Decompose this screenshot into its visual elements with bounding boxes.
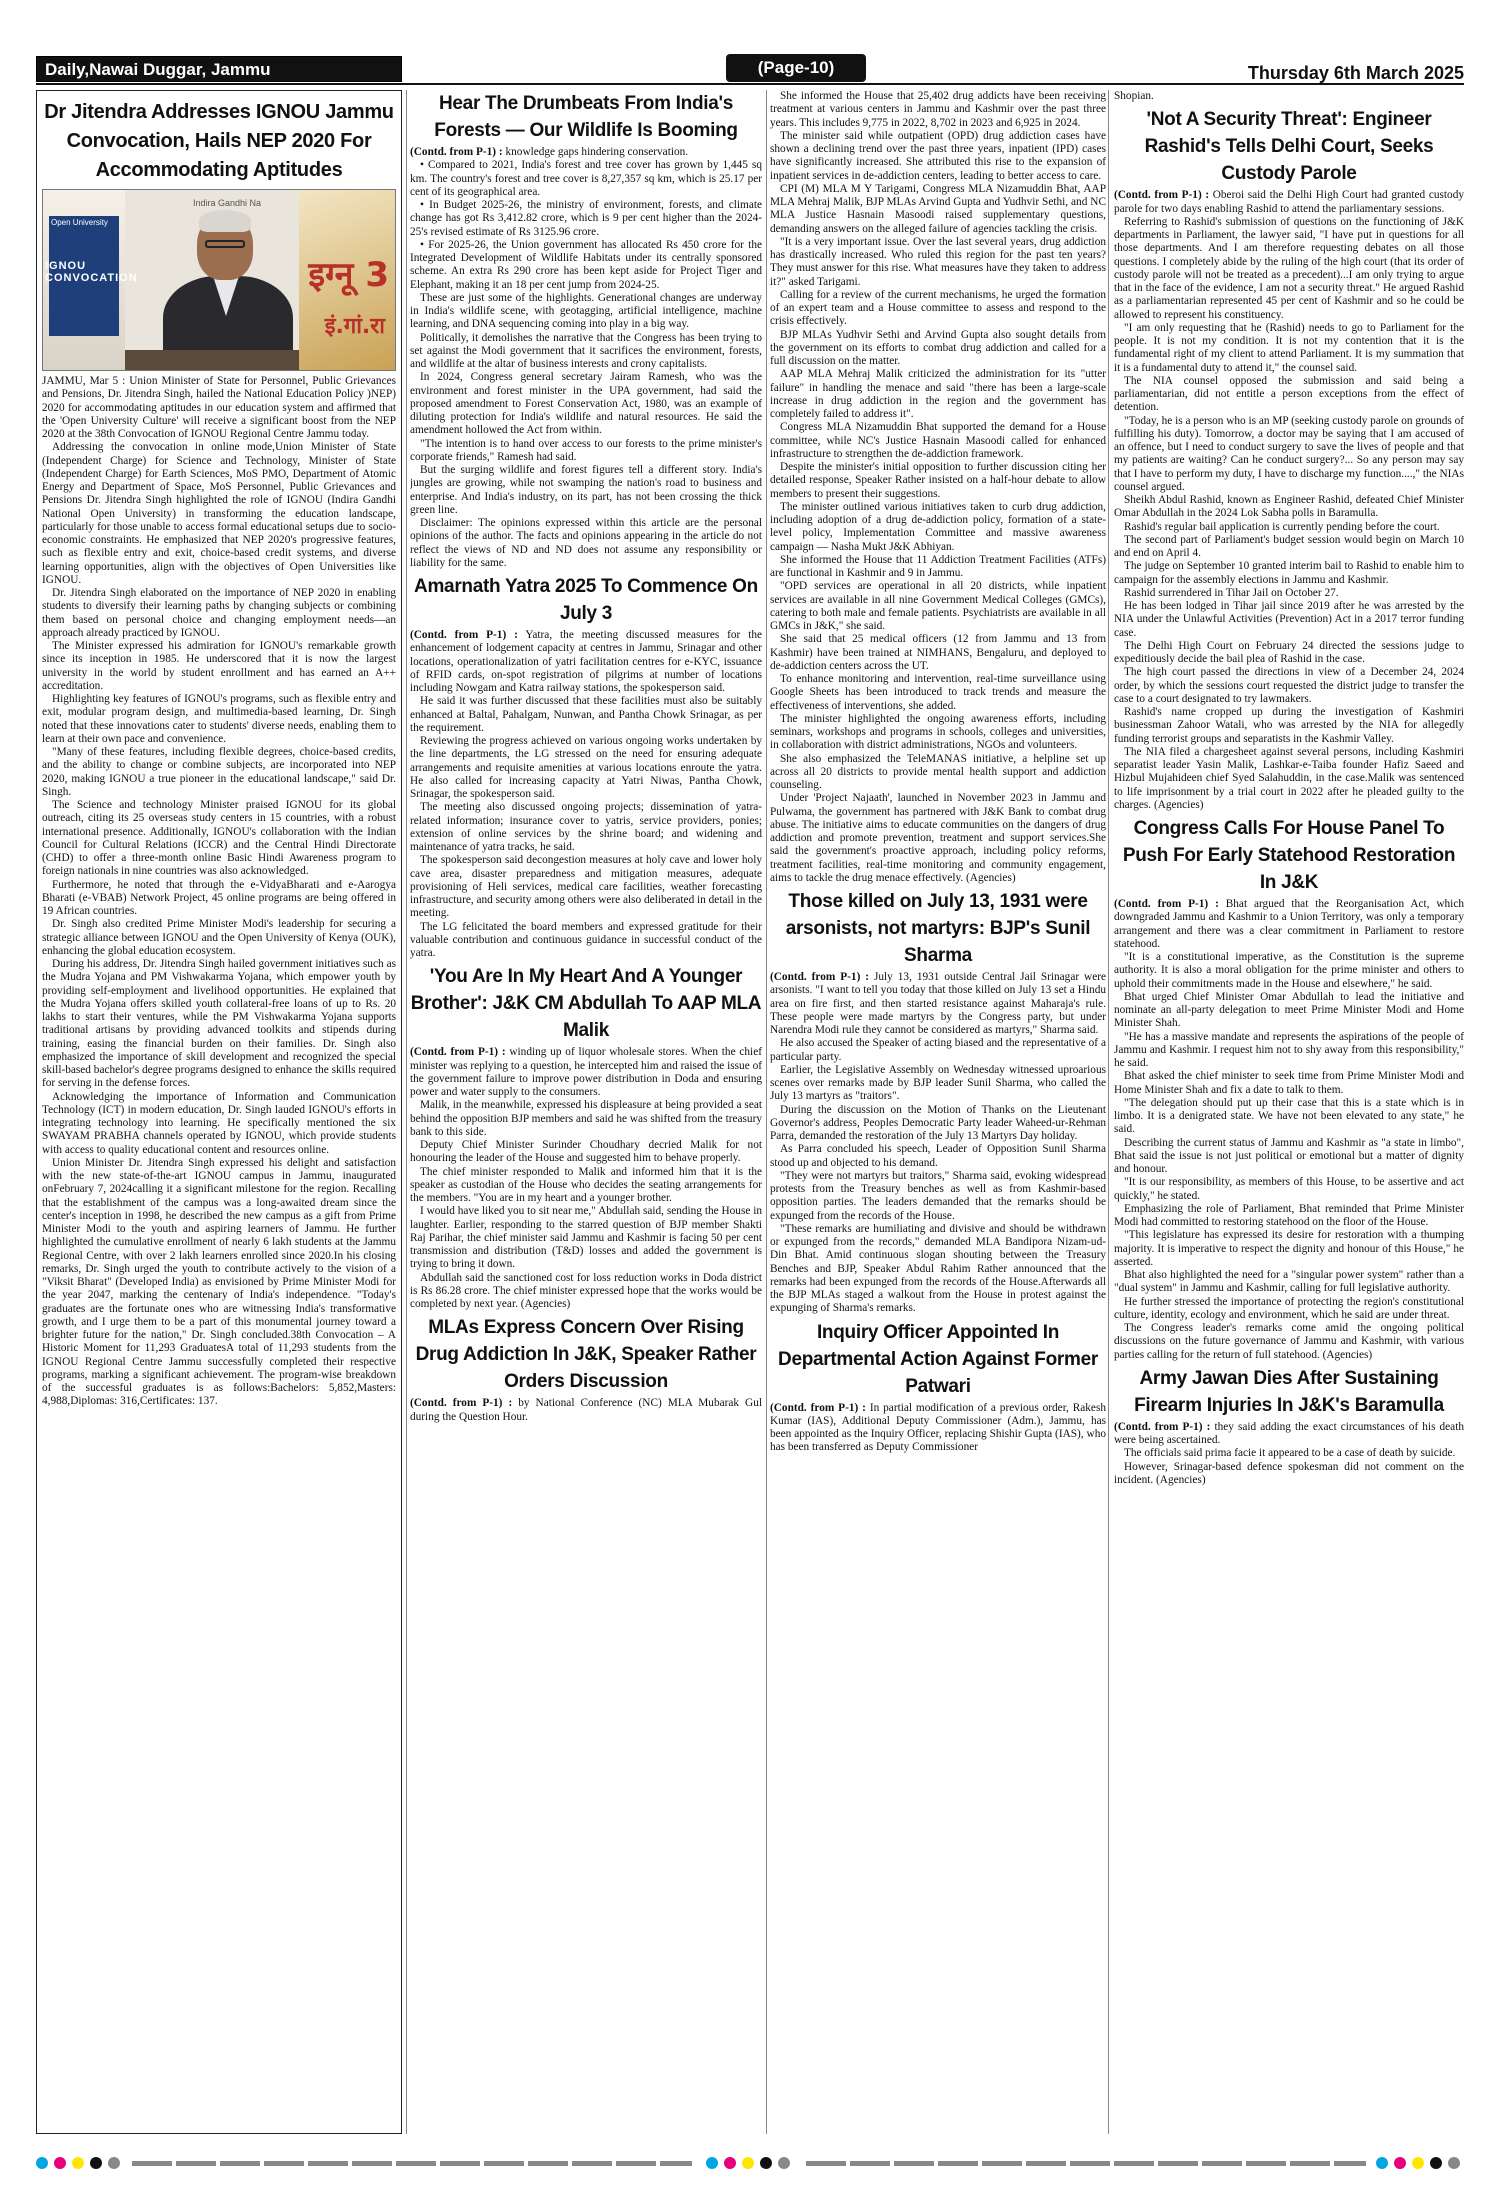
article-amarnath: [410, 573, 762, 960]
paragraph: Bhat urged Chief Minister Omar Abdullah to lead the initiative and nominate an all-party delegation to meet Prime Minister Modi and Home Minister Shah.: [1114, 990, 1464, 1030]
top-rule: [36, 83, 1464, 85]
photo-backdrop-right: [299, 190, 395, 370]
paragraph-lead: July 13, 1931 outside Central Jail Srinagar were arsonists. "I want to tell you today that those killed on July 13 set a Hindu area on fire first, and then started resistance against Maharaja's rule. These people were made martyrs by the Congress party, but under Narendra Modi rule they cannot be considered as martyrs," Sharma said.: [770, 971, 1106, 1036]
contd-label: (Contd. from P-1) :: [410, 1046, 506, 1059]
paragraph: "The intention is to hand over access to our forests to the prime minister's corporate friends," Ramesh had said.: [410, 437, 762, 463]
paragraph: During his address, Dr. Jitendra Singh hailed government initiatives such as the Mudra Yojana and PM Vishwakarma Yojana, which empower youth by providing self-employment and livelihood opportunities. He explained that the Mudra Yojana offers skilled youth collateral-free loans of up to Rs. 20 lakhs to start their ventures, while the PM Vishwakarma Yojana supports traditional artisans by providing advanced toolkits and stipends during training, easing the financial burden on their families. Dr. Singh also emphasized the importance of skill development and recognized the special skill-based bachelor's degree programs designed to enhance the skills required for serving in the defense forces.: [42, 958, 396, 1090]
article-drug-addiction: [410, 1314, 762, 1424]
paragraph: BJP MLAs Yudhvir Sethi and Arvind Gupta also sought details from the government on its efforts to combat drug addiction and called for a full discussion on the matter.: [770, 328, 1106, 367]
paragraph: The meeting also discussed ongoing projects; dissemination of yatra-related information; insurance cover to yatris, service providers, ponies; extension of online services by the shrine board; and widening and maintenance of yatra tracks, he said.: [410, 801, 762, 853]
paragraph: The second part of Parliament's budget session would begin on March 10 and end on April 4.: [1114, 533, 1464, 559]
registration-dot: [724, 2157, 736, 2169]
paragraph: Calling for a review of the current mechanisms, he urged the formation of an expert team and a House committee to assess and respond to the crisis effectively.: [770, 288, 1106, 328]
column-divider: [406, 90, 407, 2134]
paragraph: The judge on September 10 granted interim bail to Rashid to enable him to campaign for the assembly elections in Jammu and Kashmir.: [1114, 560, 1464, 586]
paragraph: "OPD services are operational in all 20 districts, while inpatient services are available in all nine Government Medical Colleges (GMCs), catering to both male and female patients. Psychiatrists are available in all GMCs in J&K," she said.: [770, 580, 1106, 632]
paragraph: "I am only requesting that he (Rashid) needs to go to Parliament for the people. It is not my condition. It is not my contention that it is the fundamental right of my client to attend Parliament. It is my summation that it is a fundamental duty to attend it," the counsel said.: [1114, 321, 1464, 374]
headline-inquiry-officer: Inquiry Officer Appointed In Departmental Action Against Former Patwari: [778, 1321, 1098, 1397]
paragraph: "It is a very important issue. Over the last several years, drug addiction has drastically increased. Who ruled this region for the past ten years? They must answer for this rise. What measures have they taken to address it?" asked Tarigami.: [770, 235, 1106, 288]
registration-dot: [36, 2157, 48, 2169]
registration-bar: [36, 2152, 1464, 2174]
board-small-text: Open University: [51, 218, 108, 227]
registration-dot: [90, 2157, 102, 2169]
paragraph: "It is a constitutional imperative, as the Constitution is the supreme authority. It is also a moral obligation for the prime minister and others to uphold their commitments made in the House and elsewhere," he said.: [1114, 951, 1464, 990]
article-drug-addiction-cont: [770, 90, 1106, 885]
paragraph: She also emphasized the TeleMANAS initiative, a helpline set up across all 20 districts to provide mental health support and addiction counseling.: [770, 752, 1106, 791]
column-4: [1114, 90, 1464, 2134]
paragraph: These are just some of the highlights. Generational changes are underway in India's wildlife scene, with geotagging, artificial intelligence, machine learning, and DNA sequencing coming into play in a big way.: [410, 291, 762, 331]
color-dots-left: [36, 2157, 120, 2169]
photo-minister: [42, 189, 396, 371]
column-divider: [766, 90, 767, 2134]
paragraph: The Delhi High Court on February 24 directed the sessions judge to expeditiously decide the bail plea of Rashid in the case.: [1114, 639, 1464, 665]
paragraph: She informed the House that 11 Addiction Treatment Facilities (ATFs) are functional in Kashmir and 9 in Jammu.: [770, 553, 1106, 579]
paragraph: Referring to Rashid's submission of questions on the functioning of J&K departments in Parliament, the lawyer said, "I have put in questions for all those departments. And I am therefore requesting debates on all those questions. I completely abide by the ruling of the high court (that its order of custody parole will not be treated as a precedent)...I am only trying to argue that in the face of the evidence, I am not a security threat." He argued Rashid as a parliamentarian represented 45 per cent of Kashmir and so he could be allowed to represent his constituency.: [1114, 215, 1464, 321]
registration-dot: [1394, 2157, 1406, 2169]
person-glasses: [205, 240, 245, 248]
contd-label: (Contd. from P-1) :: [1114, 1420, 1211, 1433]
paragraph: The minister said while outpatient (OPD) drug addiction cases have shown a declining trend over the past three years, inpatient (IPD) cases have significantly increased. She attributed this rise to the expansion of inpatient services in de-addiction centers, leading to better access to care.: [770, 129, 1106, 182]
paragraph: Dr. Jitendra Singh elaborated on the importance of NEP 2020 in enabling students to diversify their learning paths by changing subjects or combining them based on personal choice and changing employment needs—an approach already practiced by IGNOU.: [42, 587, 396, 639]
paragraph: Dr. Singh also credited Prime Minister Modi's leadership for securing a strategic alliance between IGNOU and the Open University of Kenya (OUK), enhancing the global education ecosystem.: [42, 918, 396, 957]
article-wildlife: [410, 90, 762, 570]
paragraph: Congress MLA Nizamuddin Bhat supported the demand for a House committee, while NC's Justice Hasnain Masoodi called for enhanced infrastructure to strengthen the de-addiction framework.: [770, 421, 1106, 460]
paragraph: "The delegation should put up their case that this is a state which is in limbo. It is a denigrated state. We have not been elevated to any state," he said.: [1114, 1096, 1464, 1136]
registration-dot: [1412, 2157, 1424, 2169]
paragraph: Abdullah said the sanctioned cost for loss reduction works in Doda district is Rs 86.28 crore. The chief minister expressed hope that the works would be completed by next year. (Agencies): [410, 1271, 762, 1310]
paragraph: "They were not martyrs but traitors," Sharma said, evoking widespread protests from the Treasury benches as well as from Kashmir-based opposition parties. The leaders demanded that the remarks should be expunged from the records of the House.: [770, 1169, 1106, 1222]
headline-ignou: Dr Jitendra Addresses IGNOU Jammu Convocation, Hails NEP 2020 For Accommodating Aptitudes: [44, 101, 394, 181]
paragraph: • In Budget 2025-26, the ministry of environment, forests, and climate change has got Rs 3,412.82 crore, which is 9 per cent higher than the 2024-25's revised estimate of Rs 3125.96 crore.: [410, 199, 762, 238]
paragraph: The Congress leader's remarks come amid the ongoing political discussions on the future governance of Jammu and Kashmir, with various parties calling for the return of full statehood. (Agencies): [1114, 1322, 1464, 1361]
paragraph: Bhat asked the chief minister to seek time from Prime Minister Modi and Home Minister Shah and fix a date to talk to them.: [1114, 1070, 1464, 1096]
photo-hindi-text-2: इं.गां.रा: [324, 314, 385, 339]
paragraph: He has been lodged in Tihar jail since 2019 after he was arrested by the NIA under the Unlawful Activities (Prevention) Act in a 2017 terror funding case.: [1114, 600, 1464, 639]
issue-date: Thursday 6th March 2025: [1247, 63, 1464, 83]
paragraph-lead: they said adding the exact circumstances of his death were being ascertained.: [1114, 1420, 1464, 1446]
headline-wildlife: Hear The Drumbeats From India's Forests — Our Wildlife Is Booming: [434, 93, 738, 141]
paragraph: "This legislature has expressed its desire for restoration with a thumping majority. It is imperative to respect the dignity and honour of this House," he asserted.: [1114, 1229, 1464, 1268]
registration-dot: [1430, 2157, 1442, 2169]
article-abdullah-malik: [410, 963, 762, 1311]
column-divider: [1108, 90, 1109, 2134]
headline-army-jawan: Army Jawan Dies After Sustaining Firearm Injuries In J&K's Baramulla: [1134, 1367, 1444, 1416]
contd-label: (Contd. from P-1) :: [410, 1397, 513, 1410]
paragraph: During the discussion on the Motion of Thanks on the Lieutenant Governor's address, Peoples Democratic Party leader Waheed-ur-Rehman Parra, demanded the restoration of the July 13 Martyrs Day holiday.: [770, 1103, 1106, 1142]
paragraph: Rashid's regular bail application is currently pending before the court.: [1124, 520, 1440, 533]
paragraph: Rashid's name cropped up during the investigation of Kashmiri businessman Zahoor Watali, who was arrested by the NIA for allegedly funding terrorist groups and separatists in the Kashmir Valley.: [1114, 706, 1464, 745]
paragraph: Despite the minister's initial opposition to further discussion citing her detailed response, Speaker Rather insisted on a half-hour debate to allow members to present their suggestions.: [770, 461, 1106, 500]
board-ignou-text: IGNOU CONVOCATION: [45, 260, 138, 284]
article-ignou-body: [42, 375, 396, 1409]
paragraph: The NIA counsel opposed the submission and said being a parliamentarian, did not entitle a person exceptions from the effect of detention.: [1114, 374, 1464, 414]
page-label: (Page-10): [726, 54, 866, 82]
paragraph-continuation: Shopian.: [1114, 90, 1154, 102]
color-dots-center: [706, 2157, 790, 2169]
headline-amarnath: Amarnath Yatra 2025 To Commence On July 3: [414, 576, 758, 624]
masthead: [0, 0, 1500, 82]
article-rashid: [1114, 106, 1464, 812]
paragraph: JAMMU, Mar 5 : Union Minister of State for Personnel, Public Grievances and Pensions, Dr. Jitendra Singh, hailed the National Education Policy )NEP) 2020 for accommodating aptitudes in our education system and affirmed that the 'Open University Culture' will receive a significant boost from the NEP 2020 at the 38th Convocation of IGNOU Regional Centre Jammu today.: [42, 375, 396, 440]
paragraph: The NIA filed a chargesheet against several persons, including Kashmiri separatist leader Yasin Malik, Lashkar-e-Taiba founder Hafiz Saeed and Hizbul Mujahideen chief Syed Salahuddin, in the case.Malik was sentenced to life imprisonment by a trial court in 2022 after he pleaded guilty to the charges. (Agencies): [1114, 745, 1464, 811]
headline-drug-addiction: MLAs Express Concern Over Rising Drug Addiction In J&K, Speaker Rather Orders Discussion: [415, 1317, 757, 1393]
paragraph: Furthermore, he noted that through the e-VidyaBharati and e-Aarogya Bharati (e-VBAB) Network Project, 45 online programs are being offered in 19 African countries.: [42, 878, 396, 917]
photo-hindi-text: इग्नू 3: [308, 255, 389, 295]
paragraph: Disclaimer: The opinions expressed within this article are the personal opinions of the author. The facts and opinions appearing in the article do not reflect the views of ND and ND does not assume any responsibility or liability for the same.: [410, 517, 762, 569]
paragraph: He further stressed the importance of protecting the region's constitutional culture, identity, ecology and environment, which he said are under threat.: [1114, 1295, 1464, 1321]
paragraph: The high court passed the directions in view of a December 24, 2024 order, by which the sessions court requested the district judge to transfer the case to a court designated to try lawmakers.: [1114, 666, 1464, 705]
registration-dot: [742, 2157, 754, 2169]
paragraph: "These remarks are humiliating and divisive and should be withdrawn or expunged from the records," demanded MLA Bandipora Nizam-ud-Din Bhat. Amid continuous slogan shouting between the Treasury Benches and BJP, Speaker Abdul Rahim Rather announced that the remarks had been expunged from the records of the House.Afterwards all the BJP MLAs staged a walkout from the House in protest against the expunging of Sharma's remarks.: [770, 1222, 1106, 1315]
column-1: [36, 90, 402, 2134]
color-dots-right: [1376, 2157, 1460, 2169]
paragraph: Describing the current status of Jammu and Kashmir as "a state in limbo", Bhat said the issue is not just political or emotional but a matter of dignity and honour.: [1114, 1136, 1464, 1175]
contd-label: (Contd. from P-1) :: [770, 1401, 866, 1414]
paragraph: "Today, he is a person who is an MP (seeking custody parole on grounds of fulfilling his duty). Tomorrow, a doctor may be saying that I am accused of an offence, but I need to conduct surgery to save the lives of people and that my patients are waiting? Can he conduct surgery?... So any person may say that I have to perform my duty, I have to discharge my function....," the NIAs counsel argued.: [1114, 414, 1464, 493]
paragraph-lead: Oberoi said the Delhi High Court had granted custody parole for two days enabling Rashid to attend the parliamentary sessions.: [1114, 189, 1464, 215]
paragraph: In 2024, Congress general secretary Jairam Ramesh, who was the environment and forest minister in the UPA government, had said the proposed amendment to Forest Conservation Act, 1980, was an example of diluting protection for India's wildlife and natural resources. He said the amendment hollowed the Act from within.: [410, 371, 762, 437]
paragraph: CPI (M) MLA M Y Tarigami, Congress MLA Nizamuddin Bhat, AAP MLA Mehraj Malik, BJP MLAs Arvind Gupta and Yudhvir Sethi, and NC MLA Justice Hasnain Masoodi raised supplementary questions, demanding answers on the alleged failure of agencies tackling the crisis.: [770, 182, 1106, 235]
paragraph: The minister outlined various initiatives taken to curb drug addiction, including adoption of a drug de-addiction policy, formation of a state-level policy, Implementation Committee and massive awareness campaign — Nasha Mukt J&K Abhiyan.: [770, 500, 1106, 553]
registration-dot: [778, 2157, 790, 2169]
paragraph: I would have liked you to sit near me," Abdullah said, sending the House in laughter. Earlier, responding to the starred question of BJP member Shakti Raj Parihar, the chief minister said Jammu and Kashmir is facing 50 per cent transmission and distribution (T&D) losses and added the government is trying to bring it down.: [410, 1205, 762, 1271]
paragraph: Politically, it demolishes the narrative that the Congress has been trying to set against the Modi government that it sacrifices the environment, forests, and wildlife at the altar of business interests and crony capitalists.: [410, 331, 762, 370]
registration-dot: [54, 2157, 66, 2169]
headline-rashid: 'Not A Security Threat': Engineer Rashid's Tells Delhi Court, Seeks Custody Parole: [1144, 109, 1434, 185]
article-july13: [770, 888, 1106, 1316]
column-3: [770, 90, 1106, 2134]
paragraph: • Compared to 2021, India's forest and tree cover has grown by 1,445 sq km. The country's forest and tree cover is 8,27,357 sq km, which is 25.17 per cent of its geographical area.: [410, 159, 762, 198]
paragraph: • For 2025-26, the Union government has allocated Rs 450 crore for the Integrated Development of Wildlife Habitats under its centrally sponsored scheme. An extra Rs 290 crore has been kept aside for Project Tiger and Elephant, making it an 18 per cent jump from 2024-25.: [410, 238, 762, 291]
paragraph-lead: by National Conference (NC) MLA Mubarak Gul during the Question Hour.: [410, 1397, 762, 1423]
contd-label: (Contd. from P-1) :: [410, 146, 503, 158]
article-statehood: [1114, 815, 1464, 1362]
person-hair: [199, 210, 251, 232]
paragraph: She said that 25 medical officers (12 from Jammu and 13 from Kashmir) have been trained at NIMHANS, Bengaluru, and deployed to de-addiction centers across the UT.: [770, 633, 1106, 672]
paragraph: Highlighting key features of IGNOU's programs, such as flexible entry and exit, modular program design, and multimedia-based learning, Dr. Singh noted that these innovations cater to students' diverse needs, enabling them to learn at their own pace and convenience.: [42, 693, 396, 745]
paragraph: "He has a massive mandate and represents the aspirations of the people of Jammu and Kashmir. I request him not to shy away from this responsibility," he said.: [1114, 1030, 1464, 1069]
paragraph: As Parra concluded his speech, Leader of Opposition Sunil Sharma stood up and objected to his demand.: [770, 1143, 1106, 1169]
paragraph: AAP MLA Mehraj Malik criticized the administration for its "utter failure" in handling the menace and said "there has been a large-scale increase in drug addiction in the region and the government has completely failed to address it".: [770, 368, 1106, 420]
contd-label: (Contd. from P-1) :: [1114, 898, 1219, 910]
paragraph: The LG felicitated the board members and expressed gratitude for their valuable contribution and continuous guidance in successful conduct of the yatra.: [410, 920, 762, 959]
paragraph: But the surging wildlife and forest figures tell a different story. India's jungles are growing, while not swamping the nation's road to business and enterprise. And India's industry, on its part, has not been crossing the thick green line.: [410, 464, 762, 516]
registration-line: [132, 2161, 692, 2166]
paragraph: Malik, in the meanwhile, expressed his displeasure at being provided a seat behind the opposition BJP members and said he was shifted from the treasury bank to this side.: [410, 1099, 762, 1138]
paragraph: He said it was further discussed that these facilities must also be suitably enhanced at Baltal, Pahalgam, Nunwan, and Pantha Chowk Srinagar, as per the requirement.: [410, 695, 762, 734]
registration-line: [806, 2161, 1366, 2166]
headline-statehood: Congress Calls For House Panel To Push For Early Statehood Restoration In J&K: [1122, 818, 1456, 893]
paragraph: The chief minister responded to Malik and informed him that it is the speaker as custodian of the House who decides the seating arrangements for the members. "You are in my heart and a younger brother.: [410, 1165, 762, 1204]
headline-july13: Those killed on July 13, 1931 were arsonists, not martyrs: BJP's Sunil Sharma: [785, 891, 1091, 966]
paragraph: He also accused the Speaker of acting biased and the representative of a particular party.: [770, 1037, 1106, 1063]
paragraph: Sheikh Abdul Rashid, known as Engineer Rashid, defeated Chief Minister Omar Abdullah in the 2024 Lok Sabha polls in Baramulla.: [1114, 494, 1464, 520]
paragraph: The spokesperson said decongestion measures at holy cave and lower holy cave area, disaster preparedness and mitigation measures, adequate provisioning of Heli services, medical care facilities, weather forecasting infrastructure, and security among others were also deliberated in detail in the meeting.: [410, 854, 762, 920]
article-inquiry-officer: [770, 1319, 1106, 1455]
paragraph-lead: Bhat argued that the Reorganisation Act, which downgraded Jammu and Kashmir to a Union Territory, was only a temporary arrangement and there was a clear commitment in Parliament to restore statehood.: [1114, 898, 1464, 950]
photo-tag-text: Indira Gandhi Na: [193, 198, 262, 208]
paragraph-lead: winding up of liquor wholesale stores. When the chief minister was replying to a question, he intercepted him and raised the issue of the government failure to improve power distribution in Doda and ensuring power and water supply to the consumers.: [410, 1046, 762, 1098]
paragraph: The Science and technology Minister praised IGNOU for its global outreach, citing its 25 overseas study centers in 15 countries, with a robust international presence. Additionally, IGNOU's collaboration with the Indian Council for Cultural Relations (ICCR) and the Central Hindi Directorate (CHD) to offer a three-month online Basic Hindi Awareness program to foreign nationals in nine countries was also acknowledged.: [42, 799, 396, 878]
paragraph: Deputy Chief Minister Surinder Choudhary decried Malik for not honouring the leader of the House and suggested him to behave properly.: [410, 1139, 762, 1165]
paragraph: However, Srinagar-based defence spokesman did not comment on the incident. (Agencies): [1114, 1460, 1464, 1486]
headline-abdullah-malik: 'You Are In My Heart And A Younger Brother': J&K CM Abdullah To AAP MLA Malik: [410, 966, 762, 1042]
column-2: [410, 90, 762, 2134]
contd-label: (Contd. from P-1) :: [770, 971, 870, 983]
paragraph: Union Minister Dr. Jitendra Singh expressed his delight and satisfaction with the new state-of-the-art IGNOU campus in Jammu, inaugurated onFebruary 7, 2024calling it a significant milestone for the region. Recalling that the establishment of the campus was a long-awaited dream since the center's inception in 1998, he described the new campus as a gift from Prime Minister Modi to the youth and aspiring learners of Jammu. He further highlighted the cumulative enrollment of nearly 6 lakh students at the Jammu Regional Centre, with over 2 lakh learners enrolled since 2020.In his closing remarks, Dr. Singh urged the youth to contribute actively to the vision of a "Viksit Bharat" (Developed India) as envisioned by Prime Minister Modi for the year 2047, marking the centenary of India's independence. "Today's graduates are the fortunate ones who are witnessing India's transformative growth, and I urge them to be a part of this monumental journey toward a brighter future for the nation," Dr. Singh concluded.38th Convocation – A Historic Moment for 11,293 GraduatesA total of 11,293 students from the IGNOU Regional Centre Jammu successfully completed their respective programs, marking a significant achievement. The program-wise breakdown of the successful graduates is as follows:Bachelors: 5,852,Masters: 4,988,Diplomas: 316,Certificates: 137.: [42, 1156, 396, 1408]
registration-dot: [760, 2157, 772, 2169]
paragraph: Bhat also highlighted the need for a "singular power system" rather than a "dual system" in Jammu and Kashmir, calling for full legislative authority.: [1114, 1269, 1464, 1295]
paragraph: Under 'Project Najaath', launched in November 2023 in Jammu and Pulwama, the government has partnered with J&K Bank to combat drug abuse. The initiative aims to educate communities on the dangers of drug addiction and promote prevention, treatment and support services.She said the government's proactive approach, including policy reforms, treatment facilities, real-time monitoring and community engagement, aims to tackle the drug menace effectively. (Agencies): [770, 792, 1106, 884]
registration-dot: [706, 2157, 718, 2169]
paragraph: The Minister expressed his admiration for IGNOU's remarkable growth since its inception in 1985. He underscored that it is now the largest university in the world by student enrollment and has earned an A++ accreditation.: [42, 640, 396, 692]
contd-label: (Contd. from P-1) :: [1114, 189, 1210, 202]
contd-label: (Contd. from P-1) :: [410, 629, 518, 641]
photo-backdrop-left: [43, 190, 138, 370]
paragraph: Earlier, the Legislative Assembly on Wednesday witnessed uproarious scenes over remarks made by BJP leader Sunil Sharma, who called the July 13 martyrs as "traitors".: [770, 1063, 1106, 1103]
article-army-jawan: [1114, 1365, 1464, 1487]
paragraph: Reviewing the progress achieved on various ongoing works undertaken by the line departments, the LG stressed on the need for ensuring adequate arrangements and requisite amenities at various locations enroute the yatra. He also called for increasing capacity at Yatri Niwas, Pantha Chowk, Srinagar, the spokesperson said.: [410, 735, 762, 800]
paper-name: Daily,Nawai Duggar, Jammu: [36, 56, 402, 82]
registration-dot: [1376, 2157, 1388, 2169]
paragraph-lead: knowledge gaps hindering conservation.: [505, 146, 689, 158]
paragraph: Emphasizing the role of Parliament, Bhat reminded that Prime Minister Modi had committed to restoring statehood on the floor of the House.: [1114, 1202, 1464, 1228]
paragraph: "Many of these features, including flexible degrees, choice-based credits, and the ability to change or combine subjects, are incorporated into NEP 2020, making IGNOU a true pioneer in the educational landscape," said Dr. Singh.: [42, 746, 396, 798]
desk: [125, 350, 299, 370]
paragraph-lead: In partial modification of a previous order, Rakesh Kumar (IAS), Additional Deputy Commissioner (Adm.), Jammu, has been appointed as the Inquiry Officer, replacing Shishir Gupta (IAS), who has been transferred as Deputy Commissioner: [770, 1401, 1106, 1454]
paragraph-lead: Yatra, the meeting discussed measures for the enhancement of lodgement capacity at centres in Jammu, Srinagar and other locations, operationalization of yatri facilitation centres for e-KYC, issuance of RFID cards, on-spot registration of pilgrims at number of locations including Nowgam and Katra railway stations, the spokesperson said.: [410, 629, 762, 694]
person-figure: [163, 210, 293, 371]
paragraph: She informed the House that 25,402 drug addicts have been receiving treatment at various centers in Jammu and Kashmir over the past three years. This includes 9,775 in 2022, 8,702 in 2023 and 6,925 in 2024.: [770, 90, 1106, 129]
paragraph: Acknowledging the importance of Information and Communication Technology (ICT) in modern education, Dr. Singh lauded IGNOU's efforts in integrating technology into learning. He specifically mentioned the six SWAYAM PRABHA channels operated by IGNOU, which provide students with access to quality educational content and resources online.: [42, 1090, 396, 1156]
registration-dot: [108, 2157, 120, 2169]
paragraph: Addressing the convocation in online mode,Union Minister of State (Independent Charge) for Science and Technology, Minister of State (Independent Charge) for Earth Sciences, MoS PMO, Department of Atomic Energy and Department of Space, MoS Personnel, Public Grievances and Pensions Dr. Jitendra Singh highlighted the role of IGNOU (Indira Gandhi National Open University) in transforming the education landscape, particularly for those unable to access formal educational setups due to socio-economic constraints. He emphasized that NEP 2020's progressive features, such as flexible entry and exit, choice-based credit systems, and diverse learning opportunities, align with the objectives of Open Universities like IGNOU.: [42, 441, 396, 586]
registration-dot: [1448, 2157, 1460, 2169]
registration-dot: [72, 2157, 84, 2169]
paragraph: The minister highlighted the ongoing awareness efforts, including seminars, workshops and programs in schools, colleges and universities, in collaboration with district administrations, NGOs and volunteers.: [770, 712, 1106, 752]
paragraph: "It is our responsibility, as members of this House, to be assertive and act quickly," he stated.: [1114, 1176, 1464, 1202]
paragraph: The officials said prima facie it appeared to be a case of death by suicide.: [1124, 1447, 1456, 1460]
paragraph: Rashid surrendered in Tihar Jail on October 27.: [1124, 586, 1339, 599]
paragraph: To enhance monitoring and intervention, real-time surveillance using Google Sheets has been introduced to track trends and measure the effectiveness of interventions, she added.: [770, 673, 1106, 712]
